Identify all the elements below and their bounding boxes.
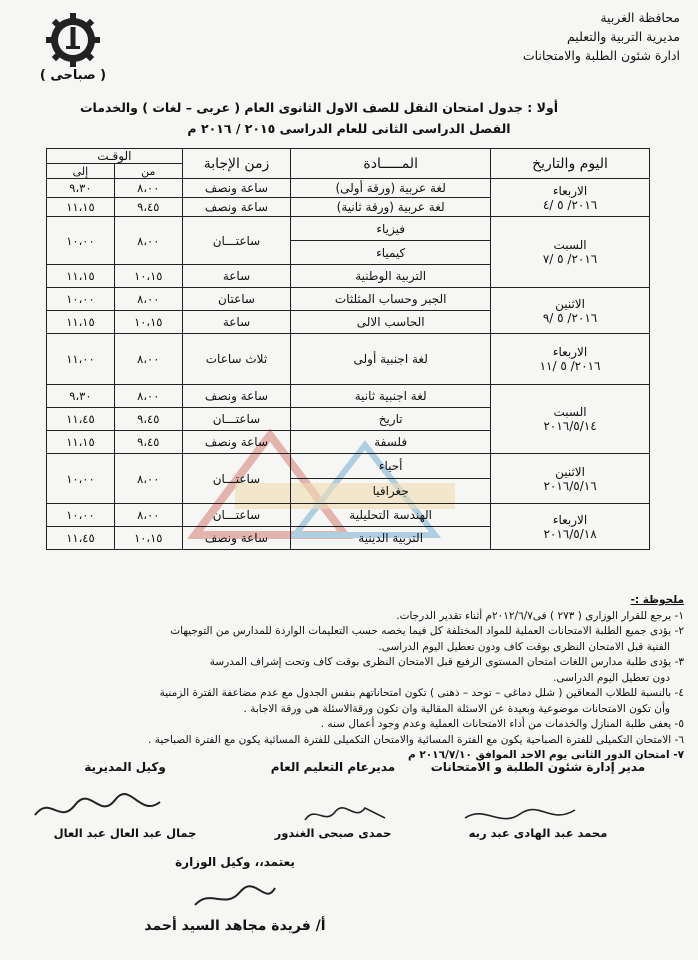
subject-cell: الهندسة التحليلية (291, 504, 491, 527)
col-header-day: اليوم والتاريخ (491, 149, 650, 179)
day-date: ٢٠١٦/ ٥ /١١ (539, 359, 601, 373)
approval-label: يعتمد،، وكيل الوزارة (175, 855, 295, 869)
note-line: ١- يرجع للقرار الوزارى ( ٢٧٣ ) فى٢٠١٢/٦/٧م أثناء تقدير الدرجات. (396, 609, 684, 622)
col-header-to: إلى (47, 164, 115, 179)
note-line: ٥- يعفى طلبة المنازل والخدمات من أداء الامتحانات العملية وعدم وجود أعمال سنه . (320, 718, 684, 730)
signature-title: مدير إدارة شئون الطلبة و الامتحانات (430, 760, 646, 774)
directorate-logo (28, 10, 118, 90)
time-to-cell: ١١،٠٠ (47, 334, 115, 385)
note-line: ٦- الامتحان التكميلى للفترة الصباحية يكون مع الفترة المسائية والامتحان التكميلى للفترة المسائية يكون مع الفترة الصباحية . (148, 733, 684, 746)
subject-cell: أحياء (291, 454, 491, 479)
duration-cell: ثلاث ساعات (182, 334, 291, 385)
duration-cell: ساعة ونصف (182, 385, 291, 408)
signature-name: محمد عبد الهادى عبد ربه (468, 826, 608, 840)
time-from-cell: ١٠،١٥ (114, 311, 182, 334)
duration-cell: ساعة ونصف (182, 431, 291, 454)
time-to-cell: ١٠،٠٠ (47, 504, 115, 527)
signature-approval (120, 855, 350, 869)
notes-title: ملحوظة :- (630, 594, 684, 606)
day-cell (491, 179, 650, 217)
time-from-cell: ٨،٠٠ (114, 385, 182, 408)
title-block (0, 100, 698, 136)
day-name: الاثنين (555, 464, 585, 479)
time-from-cell: ١٠،١٥ (114, 527, 182, 550)
time-from-cell: ٩،٤٥ (114, 198, 182, 217)
header-line-administration: ادارة شئون الطلبة والامتحانات (522, 48, 680, 63)
signature-name: جمال عبد العال عبد العال (53, 826, 197, 840)
day-date: ٢٠١٦/ ٥ /٤ (542, 197, 598, 212)
day-cell (491, 454, 650, 504)
note-line: ٢- يؤدى جميع الطلبة الامتحانات العملية للمواد المختلفة كل فيما يخصه حسب التعليمات الواردة للمدارس من التوجيهات (170, 625, 684, 637)
note-line: الفنية قبل الامتحان النظرى بوقت كاف ودون تعطيل اليوم الدراسى. (378, 640, 670, 653)
note-line: دون تعطيل اليوم الدراسى. (553, 671, 670, 684)
signature-name: حمدى صبحى الغندور (274, 826, 392, 840)
duration-cell: ساعتـــان (182, 454, 291, 504)
time-to-cell: ١١،١٥ (47, 311, 115, 334)
header-line-directorate: مديرية التربية والتعليم (566, 29, 680, 44)
time-to-cell: ١٠،٠٠ (47, 454, 115, 504)
day-cell (491, 504, 650, 550)
subject-cell: الحاسب الالى (291, 311, 491, 334)
handwritten-signature-director (300, 800, 390, 830)
subject-cell: فلسفة (291, 431, 491, 454)
duration-cell: ساعة ونصف (182, 527, 291, 550)
subject-cell: فيزياء (291, 217, 491, 241)
day-date: ٢٠١٦/٥/١٦ (543, 478, 597, 493)
duration-cell: ساعة (182, 311, 291, 334)
signature-title: وكيل المديرية (84, 760, 166, 774)
col-header-duration: زمن الإجابة (182, 149, 291, 179)
day-cell (491, 385, 650, 454)
signature-undersecretary-name: أ/ فريدة مجاهد السيد أحمد (144, 918, 326, 934)
day-name: السبت (553, 238, 587, 252)
table-row (47, 334, 650, 385)
day-name: الاثنين (555, 296, 585, 311)
note-line: وأن تكون الامتحانات موضوعية وبعيدة عن الاسئلة المقالية وان تكون ورقةالاسئلة هى ورقة الاجابة . (243, 702, 670, 715)
time-to-cell: ٩،٣٠ (47, 179, 115, 198)
table-row (47, 385, 650, 408)
document-title: أولا : جدول امتحان النقل للصف الاول الثانوى العام ( عربى – لغات ) والخدمات (79, 100, 559, 115)
subject-cell: التربية الدينية (291, 527, 491, 550)
time-from-cell: ٨،٠٠ (114, 288, 182, 311)
time-to-cell: ١١،١٥ (47, 431, 115, 454)
time-to-cell: ١١،٤٥ (47, 527, 115, 550)
time-to-cell: ١٠،٠٠ (47, 288, 115, 311)
time-to-cell: ١١،١٥ (47, 265, 115, 288)
duration-cell: ساعة (182, 265, 291, 288)
logo-caption: ( صباحى ) (39, 68, 107, 83)
time-from-cell: ٨،٠٠ (114, 504, 182, 527)
time-to-cell: ١١،٤٥ (47, 408, 115, 431)
subject-cell: الجبر وحساب المثلثات (291, 288, 491, 311)
document-subtitle: الفصل الدراسى الثانى للعام الدراسى ٢٠١٥ / ٢٠١٦ م (187, 121, 511, 136)
subject-cell: التربية الوطنية (291, 265, 491, 288)
day-date: ٢٠١٦/٥/١٤ (543, 419, 597, 433)
handwritten-signature-undersecretary (190, 880, 280, 914)
day-date: ٢٠١٦/ ٥ /٩ (542, 310, 598, 325)
exam-schedule-table (46, 148, 650, 550)
duration-cell: ساعتـــان (182, 217, 291, 265)
handwritten-signature-dept (460, 800, 580, 830)
note-line: ٣- يؤدى طلبة مدارس اللغات امتحان المستوى الرفيع قبل الامتحان النظرى بوقت كاف وتحت إشراف المدرسة (209, 656, 684, 668)
note-line: ٧- امتحان الدور الثانى يوم الاحد الموافق ٢٠١٦/٧/١٠ م (407, 749, 684, 761)
time-to-cell: ١١،١٥ (47, 198, 115, 217)
time-from-cell: ٨،٠٠ (114, 179, 182, 198)
day-date: ٢٠١٦/٥/١٨ (543, 526, 597, 541)
time-from-cell: ٨،٠٠ (114, 334, 182, 385)
col-header-from: من (114, 164, 182, 179)
day-date: ٢٠١٦/ ٥ /٧ (542, 252, 598, 266)
table-row (47, 217, 650, 241)
duration-cell: ساعتـــان (182, 408, 291, 431)
duration-cell: ساعتان (182, 288, 291, 311)
subject-cell: لغة اجنبية أولى (291, 334, 491, 385)
day-name: الاربعاء (552, 512, 588, 527)
day-name: السبت (553, 405, 587, 419)
note-line: ٤- بالنسبة للطلاب المعاقين ( شلل دماغى – توحد – ذهنى ) تكون امتحاناتهم بنفس الجدول مع عدم مضاعفة الفترة الزمنية (159, 687, 684, 699)
table-row (47, 454, 650, 479)
day-cell (491, 217, 650, 288)
time-from-cell: ٩،٤٥ (114, 408, 182, 431)
day-cell (491, 288, 650, 334)
time-to-cell: ١٠،٠٠ (47, 217, 115, 265)
col-header-subject: المـــــادة (291, 149, 491, 179)
table-row (47, 504, 650, 527)
day-name: الاربعاء (552, 345, 588, 359)
signature-title: مديرعام التعليم العام (270, 760, 396, 774)
day-cell (491, 334, 650, 385)
duration-cell: ساعة ونصف (182, 179, 291, 198)
subject-cell: كيمياء (291, 241, 491, 265)
time-from-cell: ٨،٠٠ (114, 217, 182, 265)
time-to-cell: ٩،٣٠ (47, 385, 115, 408)
header-line-governorate: محافظة الغربية (600, 10, 680, 25)
duration-cell: ساعتـــان (182, 504, 291, 527)
table-row (47, 288, 650, 311)
time-from-cell: ٨،٠٠ (114, 454, 182, 504)
document-header (523, 8, 680, 65)
duration-cell: ساعة ونصف (182, 198, 291, 217)
subject-cell: تاريخ (291, 408, 491, 431)
col-header-time: الوقـت (47, 149, 183, 164)
time-from-cell: ٩،٤٥ (114, 431, 182, 454)
notes-section (14, 593, 684, 764)
subject-cell: لغة عربية (ورقة أولى) (291, 179, 491, 198)
subject-cell: لغة عربية (ورقة ثانية) (291, 198, 491, 217)
handwritten-signature-deputy (30, 790, 170, 830)
table-row (47, 179, 650, 198)
subject-cell: لغة اجنبية ثانية (291, 385, 491, 408)
subject-cell: جغرافيا (291, 479, 491, 504)
day-name: الاربعاء (552, 183, 588, 198)
time-from-cell: ١٠،١٥ (114, 265, 182, 288)
